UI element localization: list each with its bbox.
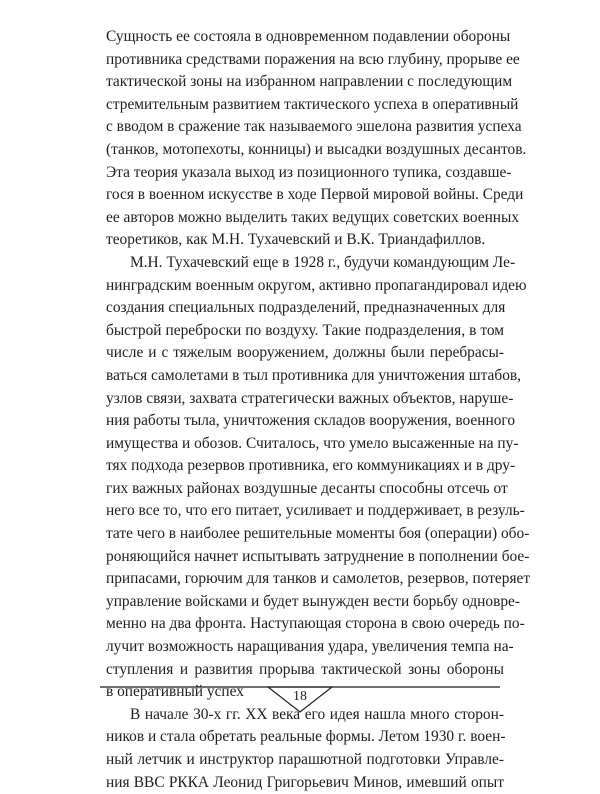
paragraph: [106, 26, 527, 252]
text-line: создания специальных подразделений, предназначенных для: [106, 299, 506, 317]
text-line: В начале 30-х гг. XX века его идея нашла много сторон-: [130, 705, 504, 723]
text-line: имущества и обозов. Считалось, что умело высаженные на пу-: [106, 434, 519, 452]
text-line: роняющийся начнет испытывать затруднение в пополнении бое-: [106, 547, 530, 565]
text-line: припасами, горючим для танков и самолетов, резервов, потеряет: [106, 570, 531, 588]
text-line: ный летчик и инструктор парашютной подготовки Управле-: [106, 751, 504, 768]
text-line: тях подхода резервов противника, его коммуникациях и в дру-: [106, 457, 516, 475]
text-line: узлов связи, захвата стратегически важных объектов, наруше-: [106, 389, 514, 407]
text-line: стремительным развитием тактического успеха в оперативный: [106, 95, 519, 113]
text-line: гих важных районах воздушные десанты способны отсечь от: [106, 479, 508, 497]
text-line: в оперативный успех: [106, 683, 244, 701]
text-line: нинградским военным округом, активно пропагандировал идею: [106, 276, 527, 294]
text-line: противника средствами поражения на всю глубину, прорыве ее: [106, 50, 520, 68]
text-line: лучит возможность наращивания удара, увеличения темпа на-: [106, 638, 514, 656]
text-line: тате чего в наиболее решительные моменты боя (операции) обо-: [106, 525, 530, 543]
text-line: быстрой переброски по воздуху. Такие подразделения, в том: [106, 321, 504, 339]
body-text: [106, 26, 531, 794]
text-line: него все то, что его питает, усиливает и поддерживает, в резуль-: [106, 502, 525, 520]
text-line: ния ВВС РККА Леонид Григорьевич Минов, имевший опыт: [106, 773, 504, 791]
text-line: ваться самолетами в тыл противника для уничтожения штабов,: [106, 366, 521, 384]
text-line: ступления и развития прорыва тактической зоны обороны: [106, 660, 504, 678]
text-line: тактической зоны на избранном направлении с последующим: [106, 73, 513, 91]
text-line: М.Н. Тухачевский еще в 1928 г., будучи командующим Ле-: [130, 253, 516, 271]
paragraph: [106, 252, 531, 704]
text-line: теоретиков, как М.Н. Тухачевский и В.К. Триандафиллов.: [106, 231, 486, 249]
text-line: ее авторов можно выделить таких ведущих советских военных: [106, 208, 520, 226]
text-line: Эта теория указала выход из позиционного тупика, создавше-: [106, 163, 512, 181]
text-line: Сущность ее состояла в одновременном подавлении обороны: [106, 28, 511, 45]
text-line: (танков, мотопехоты, конницы) и высадки воздушных десантов.: [106, 140, 527, 158]
page-number: 18: [293, 689, 307, 704]
text-line: гося в военном искусстве в ходе Первой мировой войны. Среди: [106, 186, 524, 204]
text-line: числе и с тяжелым вооружением, должны были перебрасы-: [106, 344, 504, 362]
text-line: менно на два фронта. Наступающая сторона в свою очередь по-: [106, 615, 525, 633]
text-line: ников и стала обретать реальные формы. Летом 1930 г. воен-: [106, 728, 506, 746]
text-line: ния работы тыла, уничтожения складов вооружения, военного: [106, 412, 516, 430]
text-line: с вводом в сражение так называемого эшелона развития успеха: [106, 118, 522, 136]
text-line: управление войсками и будет вынужден вести борьбу одновре-: [106, 592, 521, 610]
